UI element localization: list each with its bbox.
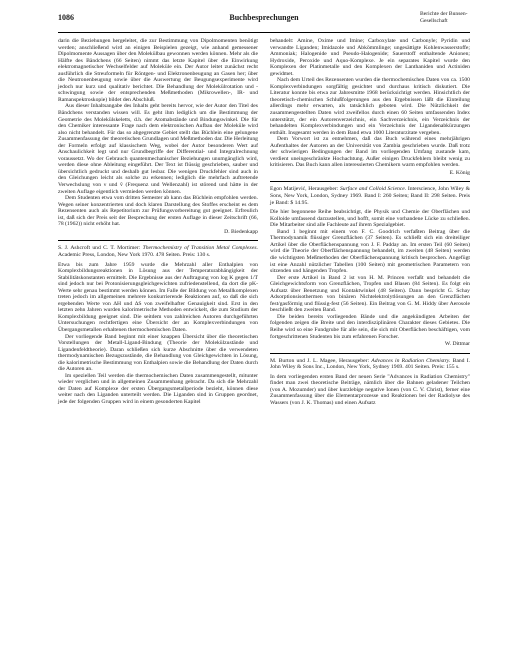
book-authors: M. Burton und J. L. Magee, Herausgeber:: [270, 357, 370, 364]
review-paragraph: Im speziellen Teil werden die thermochemischen Daten zusammengestellt, mitunter wieder verglichen und in allgemeinen Zusammenhang gebracht. Da sich die Mehrzahl der Daten auf Komplexe der ersten Übergangsmetallperiode bezieht, können diese weiter nach den Liganden unterteilt werden. Die Liganden sind in Gruppen geordnet, jede der folgenden Gruppen wird in einem gesonderten Kapitel: [58, 372, 258, 405]
review-heading: [58, 245, 258, 258]
page-header: [58, 10, 470, 33]
book-authors: Egon Matijević, Herausgeber:: [270, 186, 339, 193]
review-paragraph: Aus dieser Inhaltsangabe des Inhalts geht bereits hervor, wie der Autor den Titel des Bändchens verstanden wissen will. Es geht ihm lediglich um die Bestimmung der Geometrie des Molekülskeletts, d.h. der Atomabstände und Bindungswinkel. Die für den Chemiker interessante Frage nach dem elektronischen Aufbau der Moleküle wird also nicht behandelt. Für das so abgegrenzte Gebiet stellt das Büchlein eine gelungene Zusammenfassung der theoretischen Grundlagen und Meßmethoden dar. Die Herleitung der Formeln erfolgt auf klassischem Weg, wobei der Autor besonderen Wert auf Anschaulichkeit legt und nur Grundbegriffe der Differential- und Integralrechnung voraussetzt. Wo der Gebrauch quantenmechanischer Beziehungen unumgänglich wird, werden diese ohne Ableitung eingeführt. Der Text ist flüssig geschrieben, sauber und übersichtlich gedruckt und deshalb gut lesbar. Die wenigen Druckfehler sind auch in den Gleichungen leicht als solche zu erkennen; lediglich die mehrfach auftretende Verwechslung von ν und ṽ (Frequenz und Wellenzahl) ist störend und hätte in der zweiten Auflage eigentlich vermieden werden können.: [58, 103, 258, 195]
review-divider: [58, 240, 258, 241]
section-title: Buchbesprechungen: [229, 13, 299, 22]
review-divider: [270, 181, 470, 182]
book-publisher: Band I. John Wiley & Sons Inc., London, New York, Sydney 1969. 401 Seiten. Preis: 155 s.: [270, 357, 470, 371]
review-paragraph: Die hier begonnene Reihe beabsichtigt, die Physik und Chemie der Oberflächen und Kolloide umfassend darzustellen, und hofft, somit eine vorhandene Lücke zu schließen. Die Mitarbeiter sind alle Fachleute auf ihrem Spezialgebiet.: [270, 209, 470, 229]
book-title: Surface and Colloid Science.: [339, 186, 407, 193]
book-title: Thermochemistry of Transition Metal Complexes.: [142, 245, 258, 252]
review-paragraph: Dem Vorwort ist zu entnehmen, daß das Buch während eines mehrjährigen Aufenthaltes der Autoren an der Universität von Zambia geschrieben wurde. Daß trotz der schwierigen Bedingungen der Band im vorliegenden Umfang zustande kam, verdient uneingeschränkte Hochachtung. Außer einigen Druckfehlern bleibt wenig zu kritisieren. Das Buch kann allen interessierten Chemikern warm empfohlen werden.: [270, 136, 470, 169]
review-paragraph: Der erste Artikel in Band 2 ist von H. M. Princen verfaßt und behandelt die Gleichgewichtsform von Grenzflächen, Tropfen und Blasen (84 Seiten). Es folgt ein Aufsatz über Benetzung und Kontaktwinkel (48 Seiten). Dann bespricht G. Schay Adsorptionsisothermen von binären Nichtelektrolytlösungen an den Grenzflächen fest/gasförmig und flüssig-fest (56 Seiten). Ein Beitrag von G. M. Hiddy über Aerosole beschließt den zweiten Band.: [270, 274, 470, 314]
book-publisher: Interscience, John Wiley & Sons, New York, London, Sydney 1969. Band I: 260 Seiten; Band II: 298 Seiten. Preis je Band: $ 14.95.: [270, 186, 470, 206]
book-authors: S. J. Ashcroft und C. T. Mortimer:: [58, 245, 141, 252]
review-paragraph: Die beiden bereits vorliegenden Bände und die angekündigten Arbeiten der folgenden zeigen die Breite und den interdisziplinären Charakter dieses Gebietes. Die Reihe wird so eine Fundgrube für alle sein, die sich mit Oberflächen beschäftigen, vom fortgeschrittenen Studenten bis zum erfahrenen Forscher.: [270, 313, 470, 340]
review-paragraph: Etwa bis zum Jahre 1959 wurde die Mehrzahl aller Enthalpien von Komplexbildungsreaktionen in Lösung aus der Temperaturabhängigkeit der Stabilitätskonstanten ermittelt. Die Ergebnisse aus der Auftragung von log K gegen 1/T sind jedoch nur bei Protonisierungsgleichgewichten zufriedenstellend, da dort die pK-Werte sehr genau bestimmt werden können. Im Falle der Bildung von Metallkomplexen treten jedoch im allgemeinen mehrere konkurrierende Reaktionen auf, so daß die sich ergebenden Werte von ΔH und ΔS von zweifelhafter Genauigkeit sind. Erst in den letzten zehn Jahren wurden kalorimetrische Methoden entwickelt, die zum Studium der Komplexbildung geeignet sind. Die seitdem von zahlreichen Autoren durchgeführten Untersuchungen rechtfertigen eine Übersicht der an Komplexverbindungen von Übergangsmetallen erhaltenen thermochemischen Daten.: [58, 261, 258, 333]
page-number: 1086: [58, 13, 74, 22]
review-paragraph: Der vorliegende Band beginnt mit einer knappen Übersicht über die theoretischen Vorstellungen der Metall-Ligand-Bindung (Theorie der Molekülzustände und Ligandenfeldtheorie). Daran schließen sich kurze Abschnitte über die verwendeten thermodynamischen Bezugszustände, die Behandlung von Gleichgewichten in Lösung, die kalorimetrische Bestimmung von Enthalpien sowie die Behandlung der Daten durch die Autoren an.: [58, 333, 258, 373]
book-publisher: Academic Press, London, New York 1970. 478 Seiten. Preis: 130 s.: [58, 251, 211, 258]
review-heading: [270, 186, 470, 206]
review-paragraph: Band 1 beginnt mit einem von F. C. Goodrich verfaßten Beitrag über die Thermodynamik flüssiger Grenzflächen (37 Seiten). Es schließt sich ein dreiteiliger Artikel über die Oberflächenspannung von J. F. Padday an. Im ersten Teil (60 Seiten) wird die Theorie der Oberflächenspannung behandelt, im zweiten (48 Seiten) werden die wichtigsten Meßmethoden der Oberflächenspannung kritisch besprochen. Angefügt ist eine Anzahl nützlicher Tabellen (100 Seiten) mit geometrischen Parametern von sitzenden und hängenden Tropfen.: [270, 228, 470, 275]
review-paragraph: In dem vorliegenden ersten Band der neuen Serie "Advances in Radiation Chemistry" findet man zwei theoretische Beiträge, nämlich über die Bahnen geladener Teilchen (von A. Mozumder) und über kurzlebige negative Ionen (von C. V. Christ), ferner eine Zusammenfassung über die Elementarprozesse und Reaktionen bei der Radiolyse des Wassers (von J. K. Thomas) und einen Aufsatz: [270, 373, 470, 406]
review-heading: [270, 358, 470, 371]
reviewer-signature: D. Biedenkapp: [224, 228, 258, 235]
review-paragraph: Dem Studenten etwa vom dritten Semester ab kann das Büchlein empfohlen werden. Wegen seiner konzentrierten und doch klaren Darstellung des Stoffes erscheint es dem Rezensenten auch als Repetitorium zur Prüfungsvorbereitung gut geeignet. Erfreulich ist, daß sich der Preis seit der Besprechung der ersten Auflage in dieser Zeitschrift (66, 78 (1962)) nicht erhöht hat.: [58, 195, 258, 228]
review-paragraph: Nach dem Urteil des Rezensenten wurden die thermochemischen Daten von ca. 1500 Komplexverbindungen sorgfältig gesichtet und durchaus kritisch diskutiert. Die Literatur konnte bis etwa zur Jahresmitte 1968 berücksichtigt werden. Hinsichtlich der theoretisch-chemischen Schlußfolgerungen aus den Ergebnissen läßt die Einteilung allerdings mehr erwarten, als tatsächlich geboten wird. Die Nützlichkeit der zusammengestellten Daten wird zweifellos durch einen 60 Seiten umfassenden Index unterstützt, der ein Autorenverzeichnis, ein Sachverzeichnis, ein Verzeichnis der behandelten Komplexverbindungen und ein Verzeichnis der Ligandenabkürzungen enthält. Insgesamt werden in dem Band etwa 1000 Literaturzitate vergeben.: [270, 77, 470, 136]
right-column: [270, 38, 470, 406]
review-paragraph: darin die Beziehungen hergeleitet, die zur Bestimmung von Dipolmomenten benötigt werden; anschließend wird an einigen Beispielen gezeigt, wie anhand gemessener Dipolmomente Aussagen über den Molekülbau gewonnen werden können. Mehr als die Hälfte des Bändchens (66 Seiten) nimmt das letzte Kapitel über die Einwirkung elektromagnetischer Wechselfelder auf Moleküle ein. Der Autor leitet zunächst recht ausführlich die Streuformeln für Röntgen- und Elektronenbeugung an Gasen her; über die Neutronenbeugung sowie über die Auswertung der Beugungsexperimente wird jedoch nur kurz und qualitativ berichtet. Die Behandlung der Molekülrotation und -schwingung sowie der entsprechenden Meßmethoden (Mikrowellen-, IR- und Ramanspektroskopie) bildet den Abschluß.: [58, 38, 258, 103]
reviewer-signature: E. König: [449, 169, 470, 176]
book-title: Advances in Radiation Chemistry.: [371, 357, 451, 364]
review-paragraph: behandelt: Amine, Oxime und Imine; Carboxylate und Carbonyle; Pyridin und verwandte Liganden; Imidazole und Abkömmlinge; ungesättigte Kohlenwasserstoffe; Ammoniak; Halogenide und Pseudo-Halogenide; Sauerstoff enthaltende Anionen; Hydroxide, Peroxide und Aquo-Komplexe. Je ein separates Kapitel wurde den Komplexen der Platinmetalle und den Komplexen der Lanthaniden und Actiniden gewidmet.: [270, 38, 470, 77]
reviewer-signature: W. Dittmar: [444, 341, 470, 348]
review-divider: [270, 353, 470, 354]
journal-name: Berichte der Bunsen-Gesellschaft: [420, 11, 468, 24]
left-column: [58, 38, 258, 406]
